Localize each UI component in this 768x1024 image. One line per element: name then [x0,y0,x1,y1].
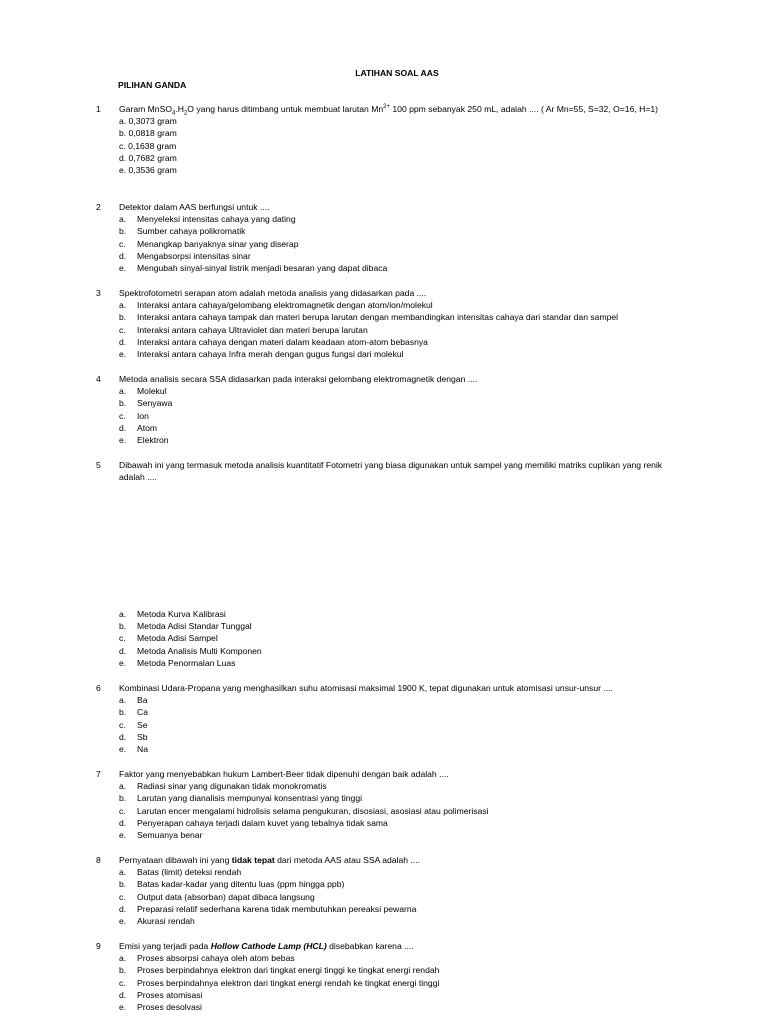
subscript: 2 [183,110,188,117]
option-letter: b. [119,793,127,804]
option-text: Batas (limit) deteksi rendah [137,867,242,878]
option-text: Mengabsorpsi intensitas sinar [137,250,251,261]
question-text-part: Emisi yang terjadi pada [119,941,211,951]
document-title: LATIHAN SOAL AAS [355,68,439,78]
option-d[interactable] [0,903,768,915]
option-text: Preparasi relatif sederhana karena tidak membutuhkan pereaksi pewarna [137,903,417,914]
option-letter: b. [119,879,127,890]
option-text: Proses desolvasi [137,1002,202,1013]
question-number: 8 [96,855,101,865]
question-text-part: dari metoda AAS atau SSA adalah .... [274,855,420,865]
option-text: Na [137,744,148,755]
option-text: Interaksi antara cahaya/gelombang elektromagnetik dengan atom/ion/molekul [137,300,433,311]
option-c[interactable] [0,324,768,336]
option-letter: b. [119,707,127,718]
option-letter: c. [119,719,126,730]
option-e[interactable] [0,829,768,841]
option-text: Metoda Penormalan Luas [137,657,236,668]
option-a[interactable] [0,866,768,878]
question-text-part: .H [175,104,184,114]
question-text: Kombinasi Udara-Propana yang menghasilkan suhu atomisasi maksimal 1900 K, tepat digunakan untuk atomisasi unsur-unsur .... [119,683,613,693]
option-letter: e. [119,349,127,360]
options-list [0,299,768,360]
option-letter: d. [119,989,127,1000]
question-9 [0,940,768,1013]
question-5 [0,459,768,483]
option-d[interactable] [0,336,768,348]
option-letter: e. [119,657,127,668]
option-a[interactable] [0,385,768,397]
question-text: Dibawah ini yang termasuk metoda analisis kuantitatif Fotometri yang biasa digunakan untuk sampel yang memiliki matriks cuplikan yang renik adalah .... [119,460,663,483]
option-text: Ca [137,707,148,718]
option-text: Radiasi sinar yang digunakan tidak monokromatis [137,781,327,792]
option-letter: c. [119,891,126,902]
question-number: 7 [96,769,101,779]
option-e[interactable] [0,743,768,755]
option-d[interactable] [0,422,768,434]
option-e[interactable]: e. 0,3536 gram [119,165,177,176]
option-text: Proses atomisasi [137,989,203,1000]
option-b[interactable] [0,706,768,718]
option-d[interactable] [0,731,768,743]
option-text: Se [137,719,148,730]
option-text: Ba [137,695,148,706]
option-letter: a. [119,867,127,878]
option-a[interactable] [0,952,768,964]
question-number: 1 [96,104,101,114]
question-number: 6 [96,683,101,693]
option-text: Larutan yang dianalisis mempunyai konsentrasi yang tinggi [137,793,363,804]
option-e[interactable] [0,915,768,927]
option-text: Molekul [137,386,167,397]
question-4 [0,373,768,446]
question-text: Metoda analisis secara SSA didasarkan pada interaksi gelombang elektromagnetik dengan .... [119,374,478,384]
option-letter: d. [119,336,127,347]
option-text: Mengubah sinyal-sinyal listrik menjadi besaran yang dapat dibaca [137,263,388,274]
option-letter: b. [119,226,127,237]
option-text: Metoda Analisis Multi Komponen [137,645,262,656]
option-b[interactable] [0,311,768,323]
question-text-part: O yang harus ditimbang untuk membuat larutan Mn [187,104,384,114]
option-letter: a. [119,609,127,619]
option-e[interactable] [0,262,768,274]
option-letter: c. [119,238,126,249]
option-e[interactable] [0,657,768,669]
question-text [119,940,684,952]
option-a[interactable]: a. 0,3073 gram [119,116,177,127]
question-text: Detektor dalam AAS berfungsi untuk .... [119,202,270,212]
option-a[interactable] [0,608,768,620]
question-text-part: Pernyataan dibawah ini yang [119,855,232,865]
option-letter: d. [119,422,127,433]
option-letter: c. [119,633,126,644]
option-c[interactable] [0,891,768,903]
option-text: Interaksi antara cahaya Ultraviolet dan materi berupa larutan [137,324,368,335]
question-text-part: disebabkan karena .... [326,941,414,951]
option-text: Sumber cahaya polikromatik [137,226,246,237]
question-3 [0,287,768,360]
option-d[interactable] [0,250,768,262]
option-letter: e. [119,744,127,755]
option-b[interactable] [0,225,768,237]
option-letter: e. [119,916,127,927]
options-list [0,866,768,927]
options-list [0,608,768,669]
option-letter: c. [119,805,126,816]
question-text [119,854,684,866]
option-text: Akurasi rendah [137,916,195,927]
option-c[interactable] [0,805,768,817]
options-list [0,694,768,755]
option-letter: d. [119,645,127,656]
question-2 [0,201,768,274]
option-letter: a. [119,781,127,792]
option-text: Larutan encer mengalami hidrolisis selama pengukuran, disosiasi, asosiasi atau polimerisasi [137,805,489,816]
question-8 [0,854,768,927]
superscript: 2+ [383,104,390,111]
option-text: Metoda Kurva Kalibrasi [137,609,226,619]
subscript: 4 [172,110,176,117]
options-list [119,115,768,176]
option-text: Atom [137,422,158,433]
option-c[interactable] [0,977,768,989]
option-text: Output data (absorban) dapat dibaca langsung [137,891,315,902]
question-number: 2 [96,202,101,212]
question-text: Faktor yang menyebabkan hukum Lambert-Beer tidak dipenuhi dengan baik adalah .... [119,769,449,779]
section-title: PILIHAN GANDA [118,80,187,90]
option-c[interactable] [0,410,768,422]
option-letter: a. [119,695,127,706]
option-b[interactable] [0,397,768,409]
option-text: Semuanya benar [137,830,203,841]
option-b[interactable] [0,878,768,890]
option-text: Sb [137,731,148,742]
option-b[interactable] [0,620,768,632]
option-letter: d. [119,903,127,914]
option-letter: c. [119,324,126,335]
question-number: 9 [96,941,101,951]
option-text: Metoda Adisi Standar Tunggal [137,621,252,632]
option-a[interactable] [0,694,768,706]
option-text: Proses berpindahnya elektron dari tingkat energi tinggi ke tingkat energi rendah [137,965,440,976]
question-text-part: Garam MnSO [119,104,173,114]
option-letter: a. [119,386,127,397]
option-letter: a. [119,214,127,225]
question-7 [0,768,768,841]
option-e[interactable] [0,1001,768,1013]
question-number: 5 [96,460,101,470]
options-list [0,385,768,446]
emphasis-text: tidak tepat [231,855,275,865]
option-text: Elektron [137,435,169,446]
option-text: Proses berpindahnya elektron dari tingkat energi rendah ke tingkat energi tinggi [137,977,440,988]
emphasis-text: Hollow Cathode Lamp (HCL) [210,941,327,951]
option-letter: c. [119,977,126,988]
option-b[interactable] [0,792,768,804]
option-text: Batas kadar-kadar yang ditentu luas (ppm hingga ppb) [137,879,345,890]
option-text: Menangkap banyaknya sinar yang diserap [137,238,299,249]
option-b[interactable]: b. 0,0818 gram [119,128,177,139]
option-letter: b. [119,621,127,632]
option-letter: d. [119,250,127,261]
option-letter: b. [119,398,127,409]
option-c[interactable] [0,719,768,731]
options-list [0,213,768,274]
option-d[interactable] [0,817,768,829]
option-d[interactable] [0,645,768,657]
option-letter: a. [119,953,127,964]
option-letter: d. [119,731,127,742]
question-5-options [0,608,768,669]
option-letter: e. [119,263,127,274]
option-text: Interaksi antara cahaya dengan materi dalam keadaan atom-atom bebasnya [137,336,428,347]
option-letter: b. [119,965,127,976]
option-text: Penyerapan cahaya terjadi dalam kuvet yang tebalnya tidak sama [137,817,388,828]
option-letter: a. [119,300,127,311]
option-letter: b. [119,312,127,323]
option-letter: e. [119,1002,127,1013]
option-c[interactable] [0,238,768,250]
option-text: Menyeleksi intensitas cahaya yang dating [137,214,296,225]
option-letter: d. [119,817,127,828]
option-text: Interaksi antara cahaya tampak dan materi berupa larutan dengan membandingkan intensitas cahaya dari standar dan sampel [137,312,619,323]
option-c[interactable] [0,632,768,644]
question-number: 3 [96,288,101,298]
option-a[interactable] [0,780,768,792]
option-a[interactable] [0,299,768,311]
option-letter: e. [119,830,127,841]
option-e[interactable] [0,434,768,446]
option-text: Ion [137,410,149,421]
question-text: Spektrofotometri serapan atom adalah metoda analisis yang didasarkan pada .... [119,288,427,298]
question-text-part: 100 ppm sebanyak 250 mL, adalah .... ( Ar Mn=55, S=32, O=16, H=1) [390,104,659,114]
question-text [119,103,684,115]
question-1 [0,103,768,176]
option-text: Interaksi antara cahaya Infra merah dengan gugus fungsi dari molekul [137,349,404,360]
option-text: Proses absorpsi cahaya oleh atom bebas [137,953,295,964]
question-6 [0,682,768,755]
option-text: Senyawa [137,398,173,409]
option-b[interactable] [0,964,768,976]
options-list [0,780,768,841]
option-a[interactable] [0,213,768,225]
option-c[interactable]: c. 0,1638 gram [119,140,177,151]
option-letter: c. [119,410,126,421]
options-list [0,952,768,1013]
option-d[interactable] [0,989,768,1001]
option-e[interactable] [0,348,768,360]
option-d[interactable]: d. 0,7682 gram [119,152,177,163]
question-number: 4 [96,374,101,384]
option-letter: e. [119,435,127,446]
option-text: Metoda Adisi Sampel [137,633,218,644]
